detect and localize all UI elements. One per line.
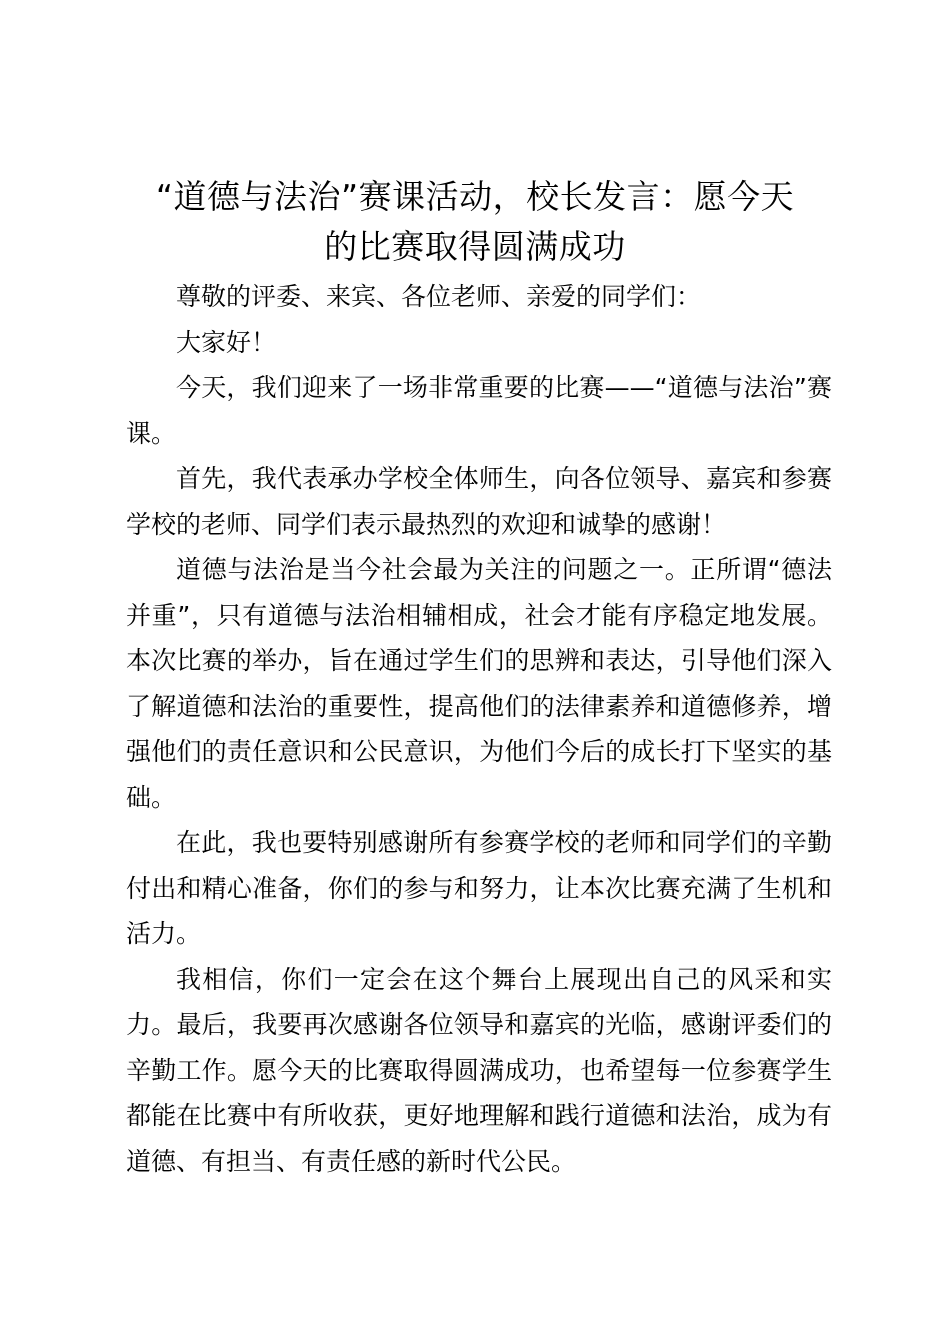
document-title <box>110 172 840 272</box>
salutation-paragraph: 尊敬的评委、来宾、各位老师、亲爱的同学们： <box>176 282 702 311</box>
title-line-2: 的比赛取得圆满成功 <box>324 227 626 266</box>
greeting-paragraph: 大家好！ <box>176 327 277 357</box>
body-paragraph: 道德与法治是当今社会最为关注的问题之一。正所谓“德法并重”，只有道德与法治相辅相成，社会才能有序稳定地发展。本次比赛的举办，旨在通过学生们的思辨和表达，引导他们深入了解道德和法治的重要性，提高他们的法律素养和道德修养，增强他们的责任意识和公民意识，为他们今后的成长打下坚实的基础。 <box>126 555 832 812</box>
closing-paragraph: 我相信，你们一定会在这个舞台上展现出自己的风采和实力。最后，我要再次感谢各位领导和嘉宾的光临，感谢评委们的辛勤工作。愿今天的比赛取得圆满成功，也希望每一位参赛学生都能在比赛中有所收获，更好地理解和践行道德和法治，成为有道德、有担当、有责任感的新时代公民。 <box>126 964 832 1176</box>
body-paragraph: 今天，我们迎来了一场非常重要的比赛——“道德与法治”赛课。 <box>126 373 832 448</box>
document-body <box>126 274 832 1184</box>
title-line-1: “道德与法治”赛课活动，校长发言：愿今天 <box>155 177 795 216</box>
body-paragraph: 在此，我也要特别感谢所有参赛学校的老师和同学们的辛勤付出和精心准备，你们的参与和努力，让本次比赛充满了生机和活力。 <box>126 828 832 948</box>
body-paragraph: 首先，我代表承办学校全体师生，向各位领导、嘉宾和参赛学校的老师、同学们表示最热烈的欢迎和诚挚的感谢！ <box>126 464 832 539</box>
